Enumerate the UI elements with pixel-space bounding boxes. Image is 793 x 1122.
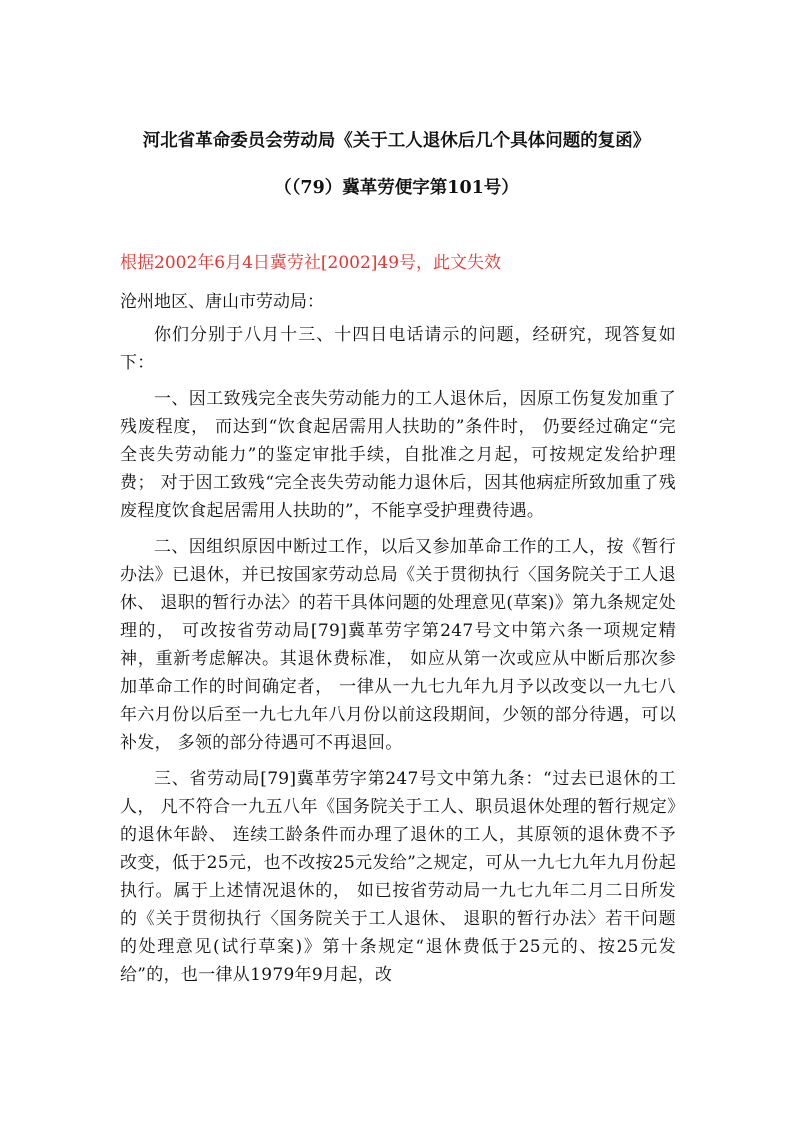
document-body bbox=[120, 321, 676, 997]
document-title: 河北省革命委员会劳动局《关于工人退休后几个具体问题的复函》 bbox=[142, 131, 651, 151]
paragraph: 一、因工致残完全丧失劳动能力的工人退休后，因原工伤复发加重了残废程度， 而达到“饮食起居需用人扶助的”条件时， 仍要经过确定“完全丧失劳动能力”的鉴定审批手续，自批准之月起，可按规定发给护理费； 对于因工致残“完全丧失劳动能力退休后，因其他病症所致加重了残废程度饮食起居需用人扶助的”，不能享受护理费待遇。 bbox=[120, 389, 676, 521]
paragraph: 你们分别于八月十三、十四日电话请示的问题，经研究，现答复如下： bbox=[120, 325, 676, 373]
document-number: （（79）冀革劳便字第101号） bbox=[274, 178, 519, 198]
status-note: 根据2002年6月4日冀劳社[2002]49号，此文失效 bbox=[120, 253, 502, 273]
paragraph: 三、省劳动局[79]冀革劳字第247号文中第九条：“过去已退休的工人， 凡不符合一九五八年《国务院关于工人、职员退休处理的暂行规定》的退休年龄、 连续工龄条件而办理了退休的工人，其原领的退休费不予改变，低于25元，也不改按25元发给”之规定，可从一九七九年九月份起执行。属于上述情况退休的， 如已按省劳动局一九七九年二月二日所发的《关于贯彻执行〈国务院关于工人退休、 退职的暂行办法〉若干问题的处理意见(试行草案)》第十条规定“退休费低于25元的、按25元发给”的，也一律从1979年9月起，改 bbox=[120, 769, 676, 985]
salutation: 沧州地区、唐山市劳动局： bbox=[120, 292, 324, 312]
paragraph: 二、因组织原因中断过工作，以后又参加革命工作的工人，按《暂行办法》已退休，并已按国家劳动总局《关于贯彻执行〈国务院关于工人退休、 退职的暂行办法〉的若干具体问题的处理意见(草案)》第九条规定处理的， 可改按省劳动局[79]冀革劳字第247号文中第六条一项规定精神，重新考虑解决。其退休费标准， 如应从第一次或应从中断后那次参加革命工作的时间确定者， 一律从一九七九年九月予以改变以一九七八年六月份以后至一九七九年八月份以前这段期间，少领的部分待遇，可以补发， 多领的部分待遇可不再退回。 bbox=[120, 537, 676, 753]
